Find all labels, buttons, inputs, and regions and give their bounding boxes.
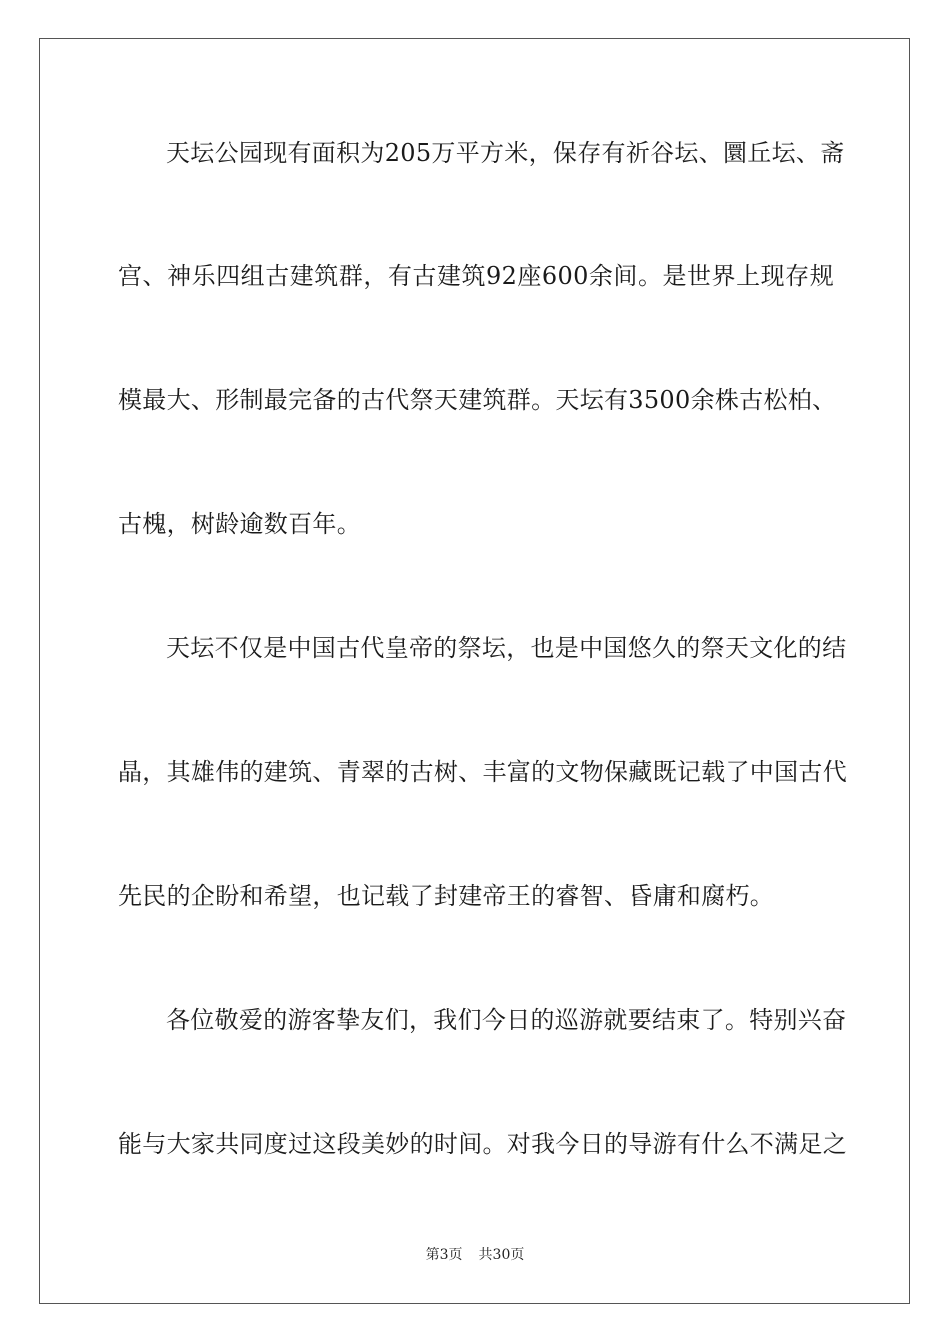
page-total: 共30页 [478,1247,525,1263]
page-footer [0,1246,950,1264]
text-line: 天坛公园现有面积为205万平方米，保存有祈谷坛、圜丘坛、斋 [166,139,845,167]
text-line: 天坛不仅是中国古代皇帝的祭坛，也是中国悠久的祭天文化的结 [166,634,847,662]
text-line: 晶，其雄伟的建筑、青翠的古树、丰富的文物保藏既记载了中国古代 [118,758,847,786]
text-line: 宫、神乐四组古建筑群，有古建筑92座600余间。是世界上现存规 [118,262,834,290]
text-line: 模最大、形制最完备的古代祭天建筑群。天坛有3500余株古松柏、 [118,386,837,414]
text-line: 先民的企盼和希望，也记载了封建帝王的睿智、昏庸和腐朽。 [118,882,775,910]
text-line: 古槐，树龄逾数百年。 [118,510,361,538]
text-line: 能与大家共同度过这段美妙的时间。对我今日的导游有什么不满足之 [118,1130,847,1158]
page-border [39,38,910,1304]
page-number: 第3页 [425,1247,463,1263]
text-line: 各位敬爱的游客挚友们，我们今日的巡游就要结束了。特别兴奋 [166,1006,847,1034]
